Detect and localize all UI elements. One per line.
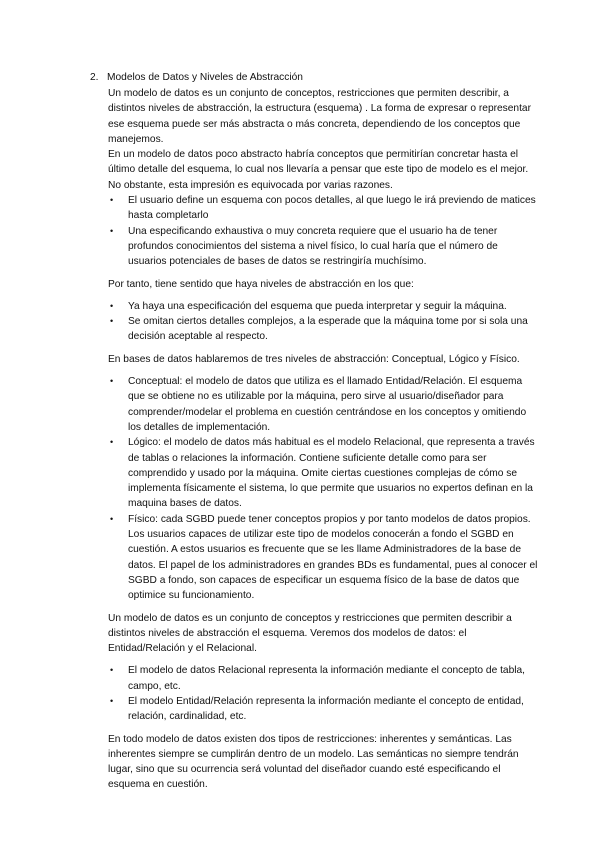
paragraph-por-tanto: Por tanto, tiene sentido que haya niveles de abstracción en los que: xyxy=(108,278,414,290)
section-number: 2. xyxy=(90,72,99,83)
bullet-icon: • xyxy=(110,316,114,327)
section-body xyxy=(108,86,538,793)
bullet-icon: • xyxy=(110,437,114,448)
list-item: • El modelo de datos Relacional representa la información mediante el concepto de tabla, campo, etc. xyxy=(110,665,525,692)
bullet-icon: • xyxy=(110,300,114,311)
paragraph-modelo-datos: Un modelo de datos es un conjunto de conceptos y restricciones que permiten describir a distintos niveles de abstracción el esquema. Veremos dos modelos de datos: el Entidad/Relación y el Relacional. xyxy=(108,612,512,655)
list-item: • Una especificando exhaustiva o muy concreta requiere que el usuario ha de tener profundos conocimientos del sistema a nivel físico, lo cual haría que el número de usuarios potenciales de bases de datos se restringiría muchísimo. xyxy=(110,225,498,268)
bullet-icon: • xyxy=(110,195,114,206)
bullet-icon: • xyxy=(110,225,114,236)
list-item: • Lógico: el modelo de datos más habitual es el modelo Relacional, que representa a través de tablas o relaciones la información. Contiene suficiente detalle como para ser comprendido y usado por la máquina. Omite ciertas cuestiones complejas de cómo se implementa físicamente el sistema, lo que permite que usuarios no expertos definan en la maquina bases de datos. xyxy=(110,437,535,510)
paragraph-niveles: En bases de datos hablaremos de tres niveles de abstracción: Conceptual, Lógico y Físico. xyxy=(108,353,520,365)
conditions-list xyxy=(108,299,538,345)
bullet-icon: • xyxy=(110,513,114,524)
models-list xyxy=(108,663,538,724)
paragraph-definition: Un modelo de datos es un conjunto de conceptos, restricciones que permiten describir, a distintos niveles de abstracción, la estructura (esquema) . La forma de expresar o representar ese esquema puede ser más abstracta o más concreta, dependiendo de los conceptos que manejemos. xyxy=(108,88,531,145)
list-item: • El modelo Entidad/Relación representa la información mediante el concepto de entidad, relación, cardinalidad, etc. xyxy=(110,695,524,723)
paragraph-poco-abstracto: En un modelo de datos poco abstracto habría conceptos que permitirían concretar hasta el último detalle del esquema, lo cual nos llevaría a pensar que este tipo de modelo es el mejor. No obstante, esta impresión es equivocada por varias razones. xyxy=(108,149,529,191)
list-item: • Conceptual: el modelo de datos que utiliza es el llamado Entidad/Relación. El esquema que se obtiene no es utilizable por la máquina, pero sirve al usuario/diseñador para comprender/modelar el problema en cuestión centrándose en los conceptos y omitiendo los detalles de implementación. xyxy=(110,376,527,433)
bullet-icon: • xyxy=(110,665,114,676)
reasons-list xyxy=(108,193,538,269)
section-heading xyxy=(90,71,303,84)
section-title: Modelos de Datos y Niveles de Abstracción xyxy=(107,72,303,83)
bullet-icon: • xyxy=(110,695,114,706)
levels-list xyxy=(108,374,538,603)
list-item: • Físico: cada SGBD puede tener conceptos propios y por tanto modelos de datos propios. Los usuarios capaces de utilizar este tipo de modelos conocerán a fondo el SGBD en cuestión. A estos usuarios es frecuente que se les llame Administradores de la base de datos. El papel de los administradores en grandes BDs es fundamental, pues al conocer el SGBD a fondo, son capaces de especificar un esquema físico de la base de datos que optimice su funcionamiento. xyxy=(110,513,538,602)
list-item: • El usuario define un esquema con pocos detalles, al que luego le irá previendo de matices hasta completarlo xyxy=(110,195,536,222)
list-item: • Ya haya una especificación del esquema que pueda interpretar y seguir la máquina. xyxy=(108,299,538,314)
paragraph-restricciones: En todo modelo de datos existen dos tipos de restricciones: inherentes y semánticas. Las inherentes siempre se cumplirán dentro de un modelo. Las semánticas no siempre tendrán lugar, sino que su ocurrencia será voluntad del diseñador cuando esté especificando el esquema en cuestión. xyxy=(108,733,519,791)
list-item: • Se omitan ciertos detalles complejos, a la esperade que la máquina tome por si sola una decisión aceptable al respecto. xyxy=(110,316,528,343)
bullet-icon: • xyxy=(110,376,114,387)
